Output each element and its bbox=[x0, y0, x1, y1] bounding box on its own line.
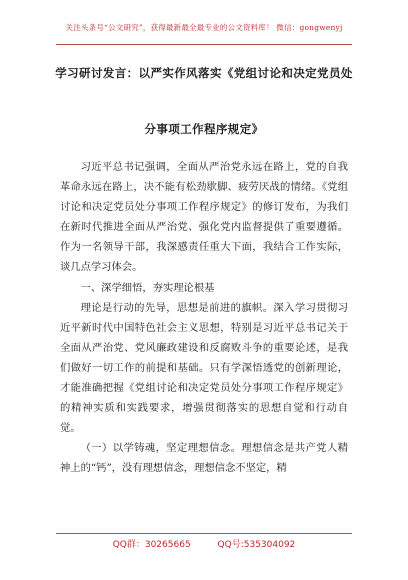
top-divider bbox=[56, 44, 352, 45]
document-title-line-1: 学习研讨发言：以严实作风落实《党组讨论和决定党员处 bbox=[55, 66, 353, 80]
body-paragraph-intro: 习近平总书记强调，全面从严治党永远在路上，党的自我革命永远在路上，决不能有松劲歇脚、疲劳厌战的情绪。《党组讨论和决定党员处分事项工作程序规定》的修订发布，为我们在新时代推进全面从严治党、强化党内监督提供了重要遵循。作为一名领导干部，我深感责任重大下面，我结合工作实际，谈几点学习体会。 bbox=[60, 161, 348, 274]
document-title-line-2: 分事项工作程序规定》 bbox=[144, 122, 264, 136]
body-paragraph-subsection-1: （一）以学铸魂，坚定理想信念。理想信念是共产党人精神上的“钙”，没有理想信念，理想信念不坚定，精 bbox=[60, 442, 348, 475]
footer-qq-group: QQ群：30265665 bbox=[112, 540, 191, 550]
bottom-divider bbox=[56, 533, 352, 534]
footer bbox=[0, 537, 408, 550]
section-heading-1: 一、深学细悟，夯实理论根基 bbox=[80, 281, 215, 294]
footer-qq-number: QQ号:535304092 bbox=[217, 540, 296, 550]
top-banner: 关注头条号“公文研究”，获得最新最全最专业的公文资料库！ 微信：gongwenyj bbox=[65, 23, 343, 32]
body-paragraph-theory: 理论是行动的先导，思想是前进的旗帜。深入学习贯彻习近平新时代中国特色社会主义思想，特别是习近平总书记关于全面从严治党、党风廉政建设和反腐败斗争的重要论述，是我们做好一切工作的前提和基础。只有学深悟透党的创新理论，才能准确把握《党组讨论和决定党员处分事项工作程序规定》的精神实质和实践要求，增强贯彻落实的思想自觉和行动自觉。 bbox=[60, 301, 348, 435]
document-body bbox=[60, 157, 348, 479]
